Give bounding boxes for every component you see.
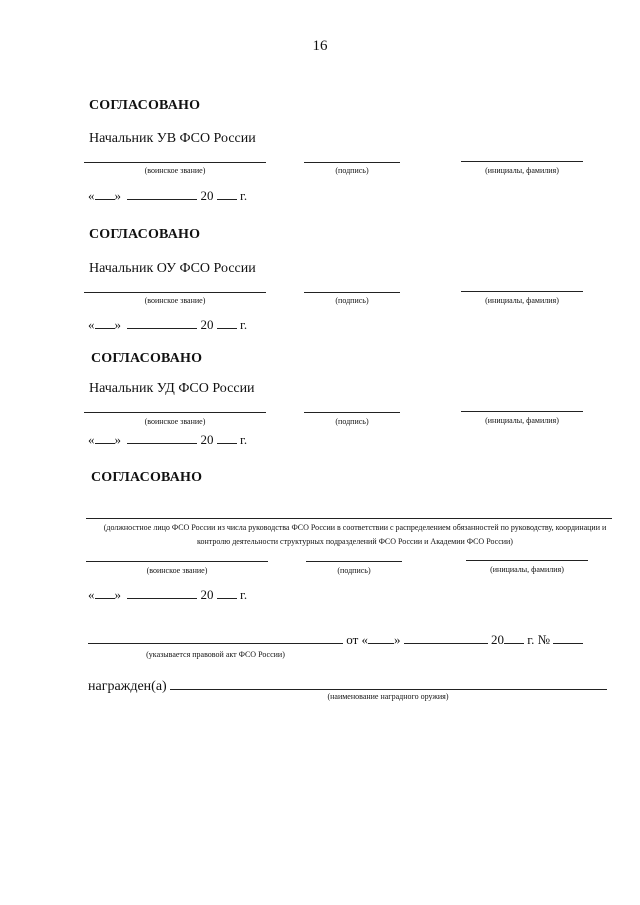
approval-heading: СОГЛАСОВАНО — [91, 351, 203, 366]
signature-line — [304, 162, 400, 163]
signature-caption: (подпись) — [335, 417, 369, 426]
approval-heading: СОГЛАСОВАНО — [89, 227, 201, 242]
signature-line — [304, 292, 400, 293]
signature-line — [306, 561, 402, 562]
rank-line — [84, 292, 266, 293]
date-line: « » 20 г. — [88, 317, 248, 332]
name-caption: (инициалы, фамилия) — [485, 416, 559, 425]
official-caption: (должностное лицо ФСО России из числа руководства ФСО России в соответствии с распределением обязанностей по руководству, координации и контролю деятельности структурных подразделений ФСО России и Академии ФСО России) — [103, 523, 607, 546]
date-line: « » 20 г. — [88, 188, 248, 203]
rank-caption: (воинское звание) — [144, 166, 206, 175]
approval-heading: СОГЛАСОВАНО — [91, 470, 203, 485]
rank-line — [86, 561, 268, 562]
rank-line — [84, 412, 266, 413]
name-line — [466, 560, 588, 561]
signature-caption: (подпись) — [335, 166, 369, 175]
official-line — [86, 518, 612, 519]
position-title: Начальник ОУ ФСО России — [89, 261, 256, 276]
signature-caption: (подпись) — [335, 296, 369, 305]
position-title: Начальник УД ФСО России — [89, 381, 255, 396]
position-title: Начальник УВ ФСО России — [89, 131, 256, 146]
name-caption: (инициалы, фамилия) — [485, 166, 559, 175]
name-caption: (инициалы, фамилия) — [485, 296, 559, 305]
date-line: « » 20 г. — [88, 432, 248, 447]
name-line — [461, 161, 583, 162]
name-line — [461, 291, 583, 292]
rank-caption: (воинское звание) — [144, 417, 206, 426]
rank-caption: (воинское звание) — [146, 566, 208, 575]
rank-caption: (воинское звание) — [144, 296, 206, 305]
awarded-line: награжден(а) — [88, 678, 607, 695]
legal-act-caption: (указывается правовой акт ФСО России) — [146, 650, 285, 659]
signature-line — [304, 412, 400, 413]
signature-caption: (подпись) — [337, 566, 371, 575]
name-caption: (инициалы, фамилия) — [490, 565, 564, 574]
date-line: « » 20 г. — [88, 587, 248, 602]
page-number: 16 — [312, 38, 328, 54]
legal-act-line: от « » 20 г. № — [88, 632, 583, 648]
award-caption: (наименование наградного оружия) — [327, 692, 449, 701]
name-line — [461, 411, 583, 412]
approval-heading: СОГЛАСОВАНО — [89, 98, 201, 113]
rank-line — [84, 162, 266, 163]
